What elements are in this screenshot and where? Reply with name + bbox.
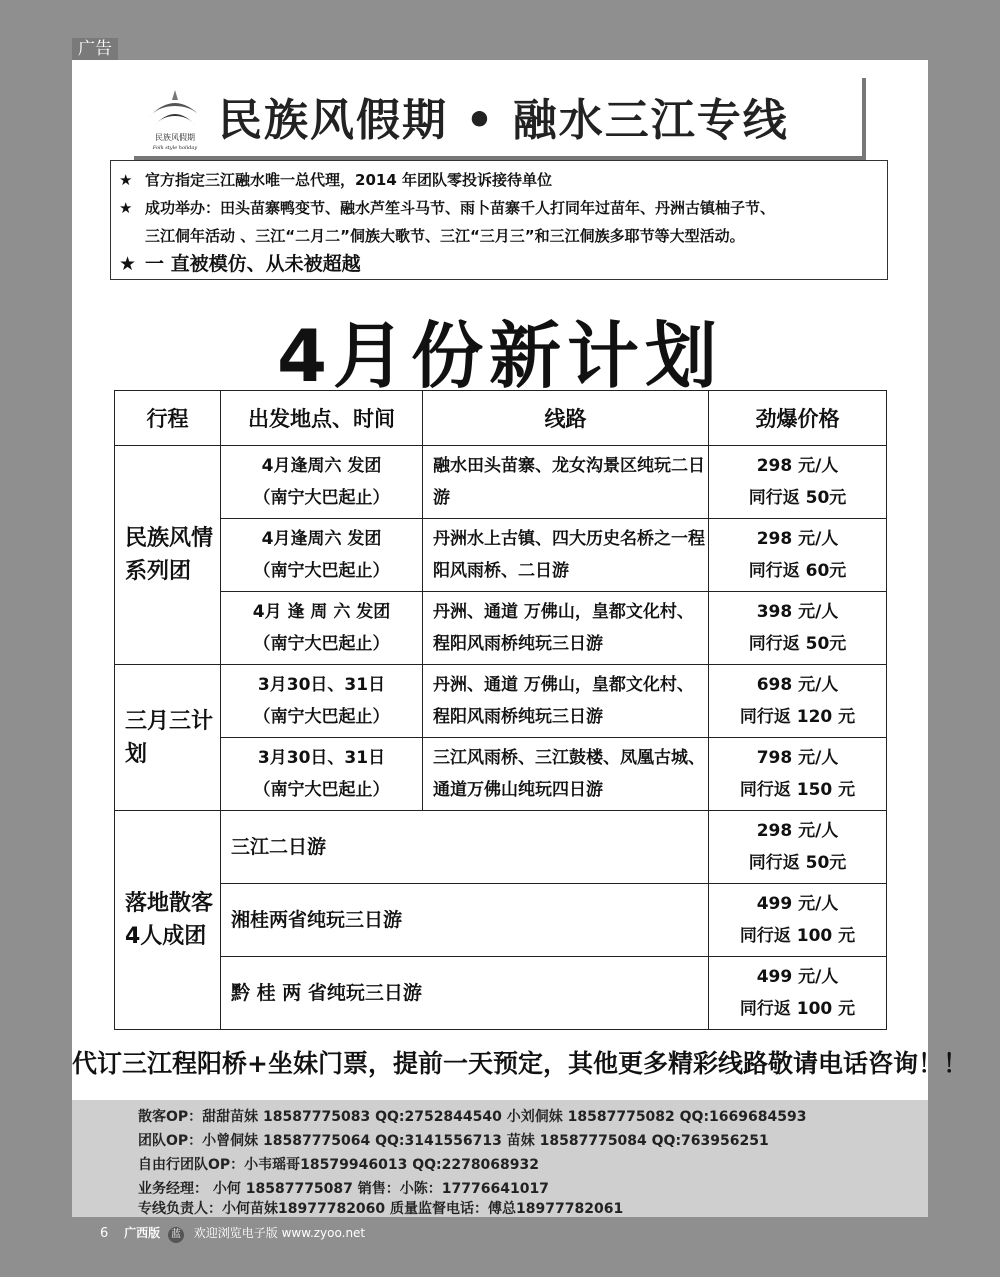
route-cell: 黔 桂 两 省纯玩三日游	[221, 957, 709, 1030]
intro-box	[110, 160, 888, 280]
intro-text-3: 三江侗年活动 、三江“二月二”侗族大歌节、三江“三月三”和三江侗族多耶节等大型活动。	[145, 227, 745, 245]
route-cell: 三江二日游	[221, 811, 709, 884]
header-cell: 劲爆价格	[709, 391, 887, 446]
website-link[interactable]: 欢迎浏览电子版 www.zyoo.net	[193, 1226, 366, 1240]
contact-line: 自由行团队OP：小韦瑶哥18579946013 QQ:2278068932	[138, 1157, 540, 1173]
contact-line: 散客OP：甜甜苗妹 18587775083 QQ:2752844540 小刘侗妹 18587775082 QQ:1669684593	[138, 1109, 807, 1125]
departure-cell: 4月逢周六 发团 （南宁大巴起止）	[221, 446, 423, 519]
price-cell: 499 元/人 同行返 100 元	[709, 957, 887, 1030]
page-number: 6	[100, 1226, 109, 1241]
brand-title: 民族风假期 • 融水三江专线	[218, 95, 789, 146]
headline: 4月份新计划	[276, 314, 724, 398]
brand-banner	[134, 78, 866, 160]
ad-tag: 广告	[72, 38, 118, 60]
departure-cell: 3月30日、31日 （南宁大巴起止）	[221, 738, 423, 811]
table-header-row	[115, 391, 887, 446]
table-row	[115, 738, 887, 811]
intro-line-4	[119, 249, 361, 276]
departure-cell: 4月逢周六 发团 （南宁大巴起止）	[221, 519, 423, 592]
route-cell: 三江风雨桥、三江鼓楼、凤凰古城、通道万佛山纯玩四日游	[423, 738, 709, 811]
price-cell: 398 元/人 同行返 50元	[709, 592, 887, 665]
table-row	[115, 592, 887, 665]
route-cell: 丹洲、通道 万佛山，皇都文化村、程阳风雨桥纯玩三日游	[423, 592, 709, 665]
star-icon: ★	[119, 199, 133, 217]
ad-page	[72, 60, 968, 1217]
table-row	[115, 884, 887, 957]
group-name: 三月三计划	[115, 665, 221, 811]
contact-line: 业务经理： 小何 18587775087 销售：小陈：17776641017	[138, 1181, 549, 1197]
page-footer	[100, 1224, 365, 1243]
logo-subtext: Folk style holiday	[152, 145, 198, 151]
route-cell: 丹洲水上古镇、四大历史名桥之一程阳风雨桥、二日游	[423, 519, 709, 592]
intro-line-1	[119, 169, 552, 190]
table-row	[115, 519, 887, 592]
price-cell: 499 元/人 同行返 100 元	[709, 884, 887, 957]
header-cell: 行程	[115, 391, 221, 446]
route-cell: 丹洲、通道 万佛山，皇都文化村、程阳风雨桥纯玩三日游	[423, 665, 709, 738]
contact-line: 专线负责人：小何苗妹18977782060 质量监督电话：傅总18977782061	[138, 1201, 624, 1217]
star-icon: ★	[119, 253, 137, 275]
price-cell: 698 元/人 同行返 120 元	[709, 665, 887, 738]
header-cell: 出发地点、时间	[221, 391, 423, 446]
intro-text-4: 一 直被模仿、从未被超越	[145, 253, 361, 275]
intro-text-2: 成功举办：田头苗寨鸭变节、融水芦笙斗马节、雨卜苗寨千人打同年过苗年、丹洲古镇柚子节、	[145, 199, 776, 217]
table-row	[115, 665, 887, 738]
brand-logo	[142, 82, 208, 152]
logo-text: 民族风假期	[155, 133, 195, 142]
schedule-table	[114, 390, 887, 1030]
edition-badge-icon: 蓝	[168, 1227, 184, 1243]
route-cell: 融水田头苗寨、龙女沟景区纯玩二日游	[423, 446, 709, 519]
departure-cell: 3月30日、31日 （南宁大巴起止）	[221, 665, 423, 738]
booking-notice: 代订三江程阳桥+坐妹门票，提前一天预定，其他更多精彩线路敬请电话咨询！！	[72, 1049, 968, 1078]
contact-box	[72, 1100, 928, 1217]
route-cell: 湘桂两省纯玩三日游	[221, 884, 709, 957]
star-icon: ★	[119, 171, 133, 189]
header-cell: 线路	[423, 391, 709, 446]
group-name: 民族风情系列团	[115, 446, 221, 665]
intro-text-1: 官方指定三江融水唯一总代理，2014 年团队零投诉接待单位	[145, 171, 552, 189]
intro-line-3	[145, 225, 745, 246]
group-name: 落地散客4人成团	[115, 811, 221, 1030]
table-row	[115, 446, 887, 519]
price-cell: 298 元/人 同行返 50元	[709, 811, 887, 884]
price-cell: 298 元/人 同行返 50元	[709, 446, 887, 519]
intro-line-2	[119, 197, 775, 218]
price-cell: 798 元/人 同行返 150 元	[709, 738, 887, 811]
edition-label: 广西版	[124, 1226, 161, 1240]
departure-cell: 4月 逢 周 六 发团 （南宁大巴起止）	[221, 592, 423, 665]
table-row	[115, 811, 887, 884]
contact-line: 团队OP：小曾侗妹 18587775064 QQ:3141556713 苗妹 18587775084 QQ:763956251	[138, 1133, 769, 1149]
table-row	[115, 957, 887, 1030]
price-cell: 298 元/人 同行返 60元	[709, 519, 887, 592]
